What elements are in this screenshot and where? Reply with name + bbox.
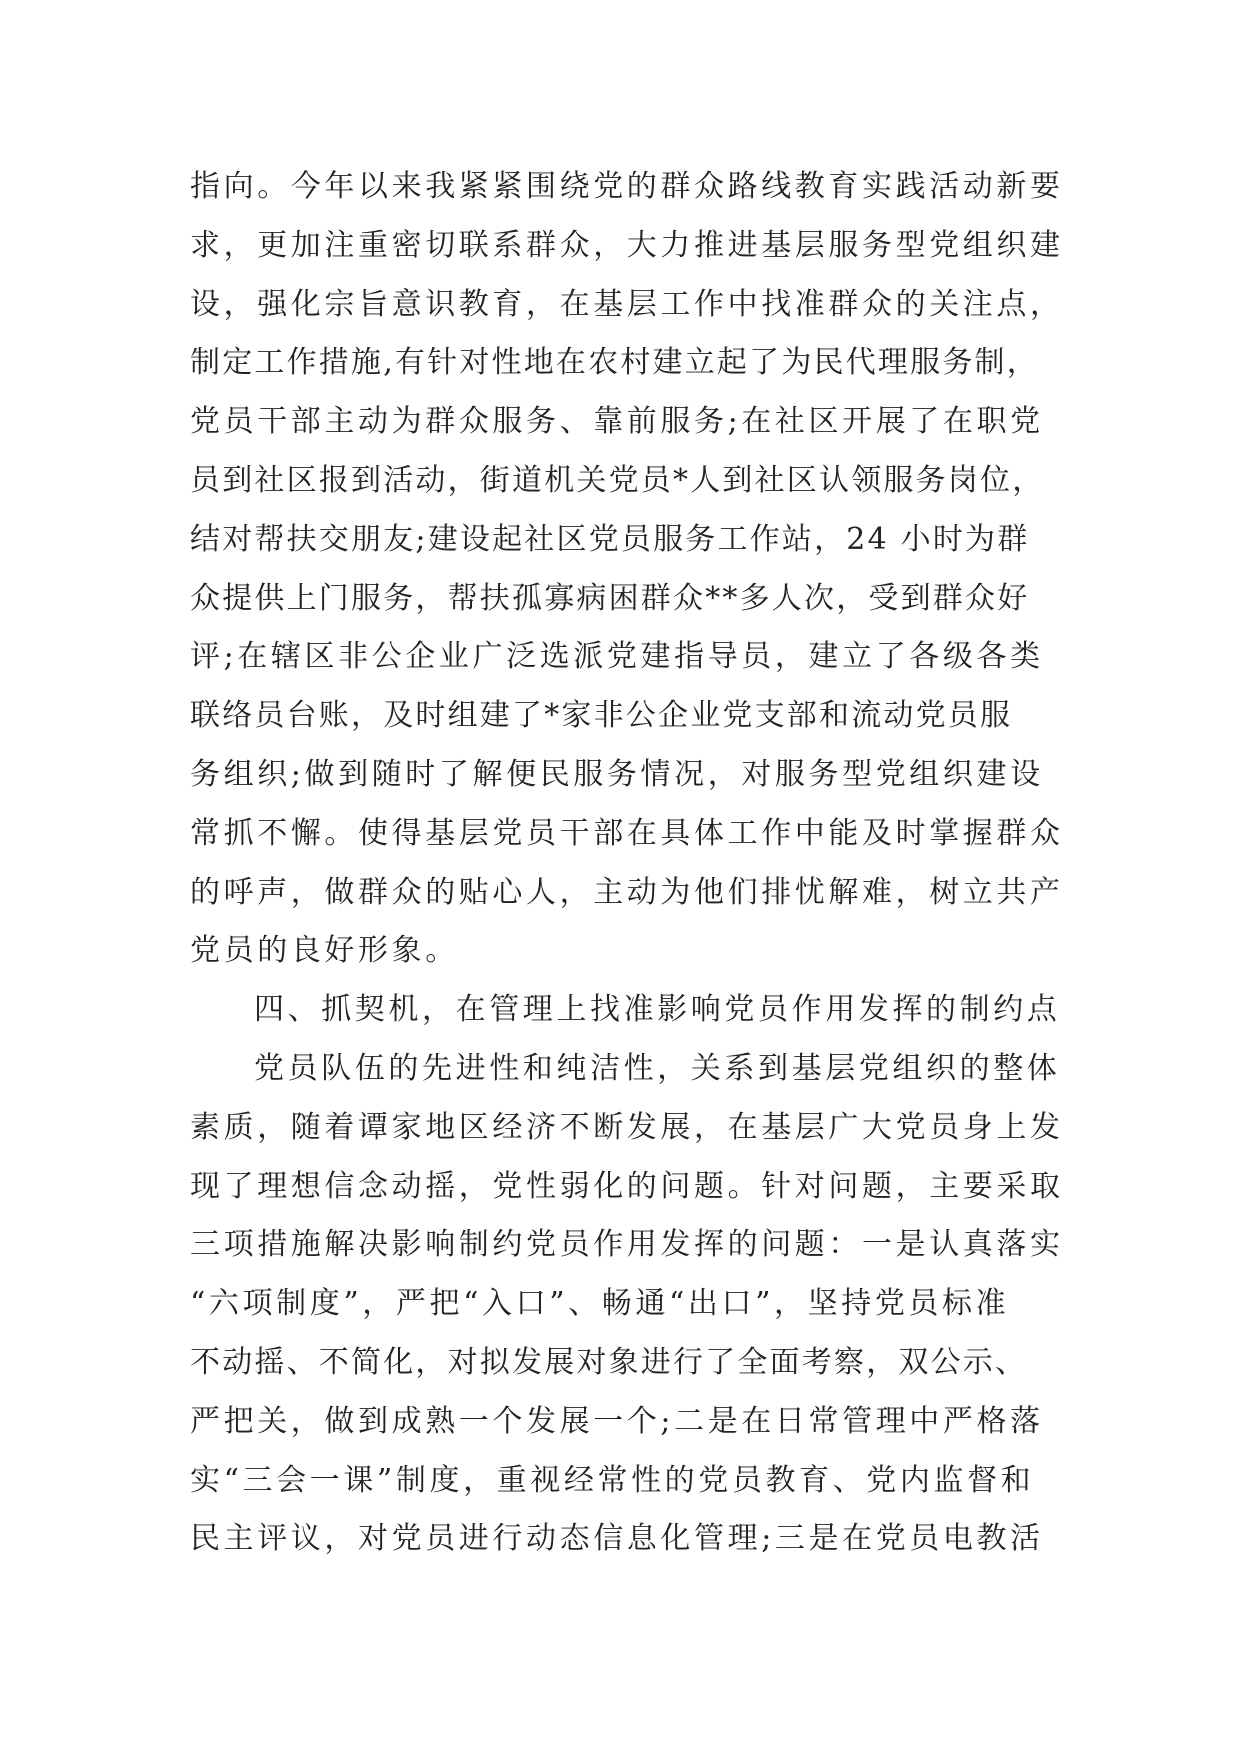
text-line: 员到社区报到活动，街道机关党员*人到社区认领服务岗位， xyxy=(190,462,1045,498)
text-line: 众提供上门服务，帮扶孤寡病困群众**多人次，受到群众好 xyxy=(190,580,1030,616)
text-line: 联络员台账，及时组建了*家非公企业党支部和流动党员服 xyxy=(190,698,1013,734)
text-line: 严把关，做到成熟一个发展一个;二是在日常管理中严格落 xyxy=(190,1403,1044,1439)
text-line: 务组织;做到随时了解便民服务情况，对服务型党组织建设 xyxy=(190,756,1044,792)
text-line: 党员的良好形象。 xyxy=(190,933,459,969)
text-line: 党员干部主动为群众服务、靠前服务;在社区开展了在职党 xyxy=(190,404,1044,440)
text-line: 不动摇、不简化，对拟发展对象进行了全面考察，双公示、 xyxy=(190,1344,1028,1380)
text-line: 指向。今年以来我紧紧围绕党的群众路线教育实践活动新要 xyxy=(190,169,1064,204)
text-line: 素质，随着谭家地区经济不断发展，在基层广大党员身上发 xyxy=(190,1109,1064,1145)
text-line: 民主评议，对党员进行动态信息化管理;三是在党员电教活 xyxy=(190,1521,1044,1557)
text-line: 实“三会一课”制度，重视经常性的党员教育、党内监督和 xyxy=(190,1462,1035,1498)
text-line: 设，强化宗旨意识教育，在基层工作中找准群众的关注点， xyxy=(190,286,1064,322)
text-line: 党员队伍的先进性和纯洁性，关系到基层党组织的整体 xyxy=(254,1050,1061,1086)
text-line: 现了理想信念动摇，党性弱化的问题。针对问题，主要采取 xyxy=(190,1168,1064,1204)
text-line: 制定工作措施,有针对性地在农村建立起了为民代理服务制， xyxy=(190,345,1039,381)
text-line: 的呼声，做群众的贴心人，主动为他们排忧解难，树立共产 xyxy=(190,874,1064,910)
text-line: “六项制度”，严把“入口”、畅通“出口”，坚持党员标准 xyxy=(190,1286,1010,1322)
text-line: 结对帮扶交朋友;建设起社区党员服务工作站，24 小时为群 xyxy=(190,521,1030,557)
document-body xyxy=(190,158,1070,1569)
text-line: 常抓不懈。使得基层党员干部在具体工作中能及时掌握群众 xyxy=(190,815,1064,851)
section-heading: 四、抓契机，在管理上找准影响党员作用发挥的制约点 xyxy=(254,992,1061,1028)
text-line: 三项措施解决影响制约党员作用发挥的问题：一是认真落实 xyxy=(190,1227,1064,1263)
text-line: 评;在辖区非公企业广泛选派党建指导员，建立了各级各类 xyxy=(190,639,1044,675)
text-line: 求，更加注重密切联系群众，大力推进基层服务型党组织建 xyxy=(190,227,1064,263)
